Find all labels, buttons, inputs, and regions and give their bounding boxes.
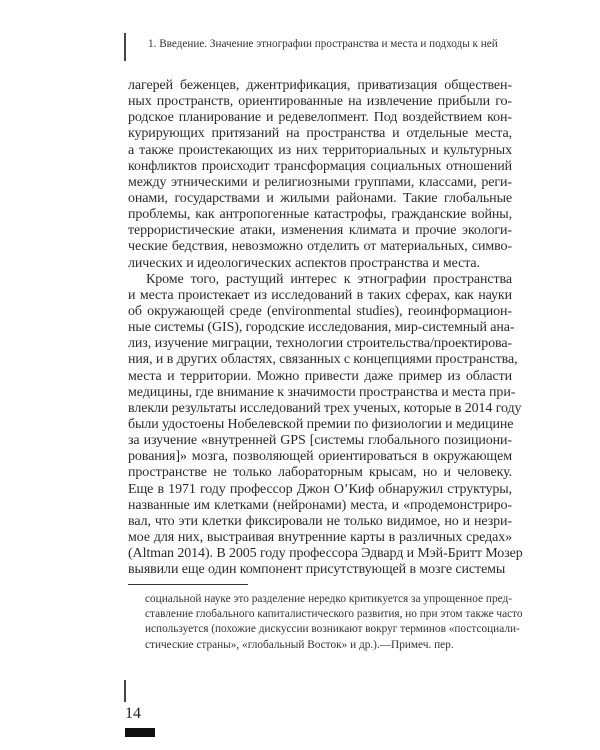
text-line: террористические атаки, изменения климата и прочие экологи- [128,223,512,239]
text-line: лических и идеологических аспектов пространства и места. [128,255,480,271]
text-line: и места проистекает из исследований в таких сферах, как науки [128,287,512,303]
footnote-separator [128,584,248,585]
text-line: ния, и в других областях, связанных с концепциями пространства, [128,352,518,368]
text-line: места и территории. Можно привести даже пример из области [128,368,512,384]
text-line: за изучение «внутренней GPS [системы глобального позициони- [128,433,512,449]
page-marker-bar [125,728,155,737]
text-line: онами, государствами и жилыми районами. Такие глобальные [128,190,512,206]
text-line: родское планирование и редевелопмент. Под воздействием кон- [128,110,512,126]
text-line: названные им клетками (нейронами) места, и «продемонстриро- [128,497,512,513]
text-line: Еще в 1971 году профессор Джон О’Киф обнаружил структуры, [128,481,512,497]
text-line: ных пространств, ориентированные на извлечение прибыли го- [128,94,512,110]
text-line: ческие бедствия, невозможно отделить от материальных, симво- [128,239,512,255]
text-line: мое для них, выстраивая внутренние карты в различных средах» [128,529,512,545]
text-line: (Altman 2014). В 2005 году профессора Эдвард и Мэй-Бритт Мозер [128,546,523,562]
text-line: лагерей беженцев, джентрификация, приватизация обществен- [128,78,512,93]
text-line: влекли результаты исследований трех ученых, которые в 2014 году [128,400,522,416]
text-line: были удостоены Нобелевской премии по физиологии и медицине [128,416,514,432]
footnote-line: ставление глобального капиталистического развития, но при этом также часто [145,608,523,621]
text-line: проблемы, как антропогенные катастрофы, гражданские войны, [128,207,512,223]
footer-rule [124,680,126,702]
running-header: 1. Введение. Значение этнографии пространства и места и подходы к ней [148,38,498,50]
text-line: медицины, где внимание к значимости пространства и места при- [128,384,516,400]
footnote [145,592,523,653]
text-line: между этническими и религиозными группами, классами, реги- [128,174,512,190]
text-line: выявили еще один компонент присутствующей в мозге системы [128,562,506,578]
text-line: лиз, изучение миграции, технологии строительства/проектирова- [128,336,512,352]
footnote-line: стические страны», «глобальный Восток» и др.).—Примеч. пер. [145,638,454,651]
text-line: рования]» мозга, позволяющей ориентироваться в окружающем [128,449,512,465]
text-line: Кроме того, растущий интерес к этнографии пространства [146,271,512,287]
text-line: ные системы (GIS), городские исследования, мир-системный ана- [128,320,515,336]
header-rule [124,33,126,61]
text-line: а также проистекающих из них территориальных и культурных [128,142,512,158]
page-number: 14 [125,705,141,722]
text-line: вал, что эти клетки фиксировали не только видимое, но и незри- [128,513,512,529]
footnote-line: используется (похожие дискуссии возникают вокруг терминов «постсоциали- [145,623,520,636]
footnote-line: социальной науке это разделение нередко критикуется за упрощенное пред- [145,593,512,605]
text-line: курирующих притязаний на пространства и отдельные места, [128,126,512,142]
text-line: конфликтов происходит трансформация социальных отношений [128,158,512,174]
body-text [128,78,523,578]
text-line: об окружающей среде (environmental studies), геоинформацион- [128,303,512,319]
text-line: пространстве не только лабораторным крысам, но и человеку. [128,465,512,481]
